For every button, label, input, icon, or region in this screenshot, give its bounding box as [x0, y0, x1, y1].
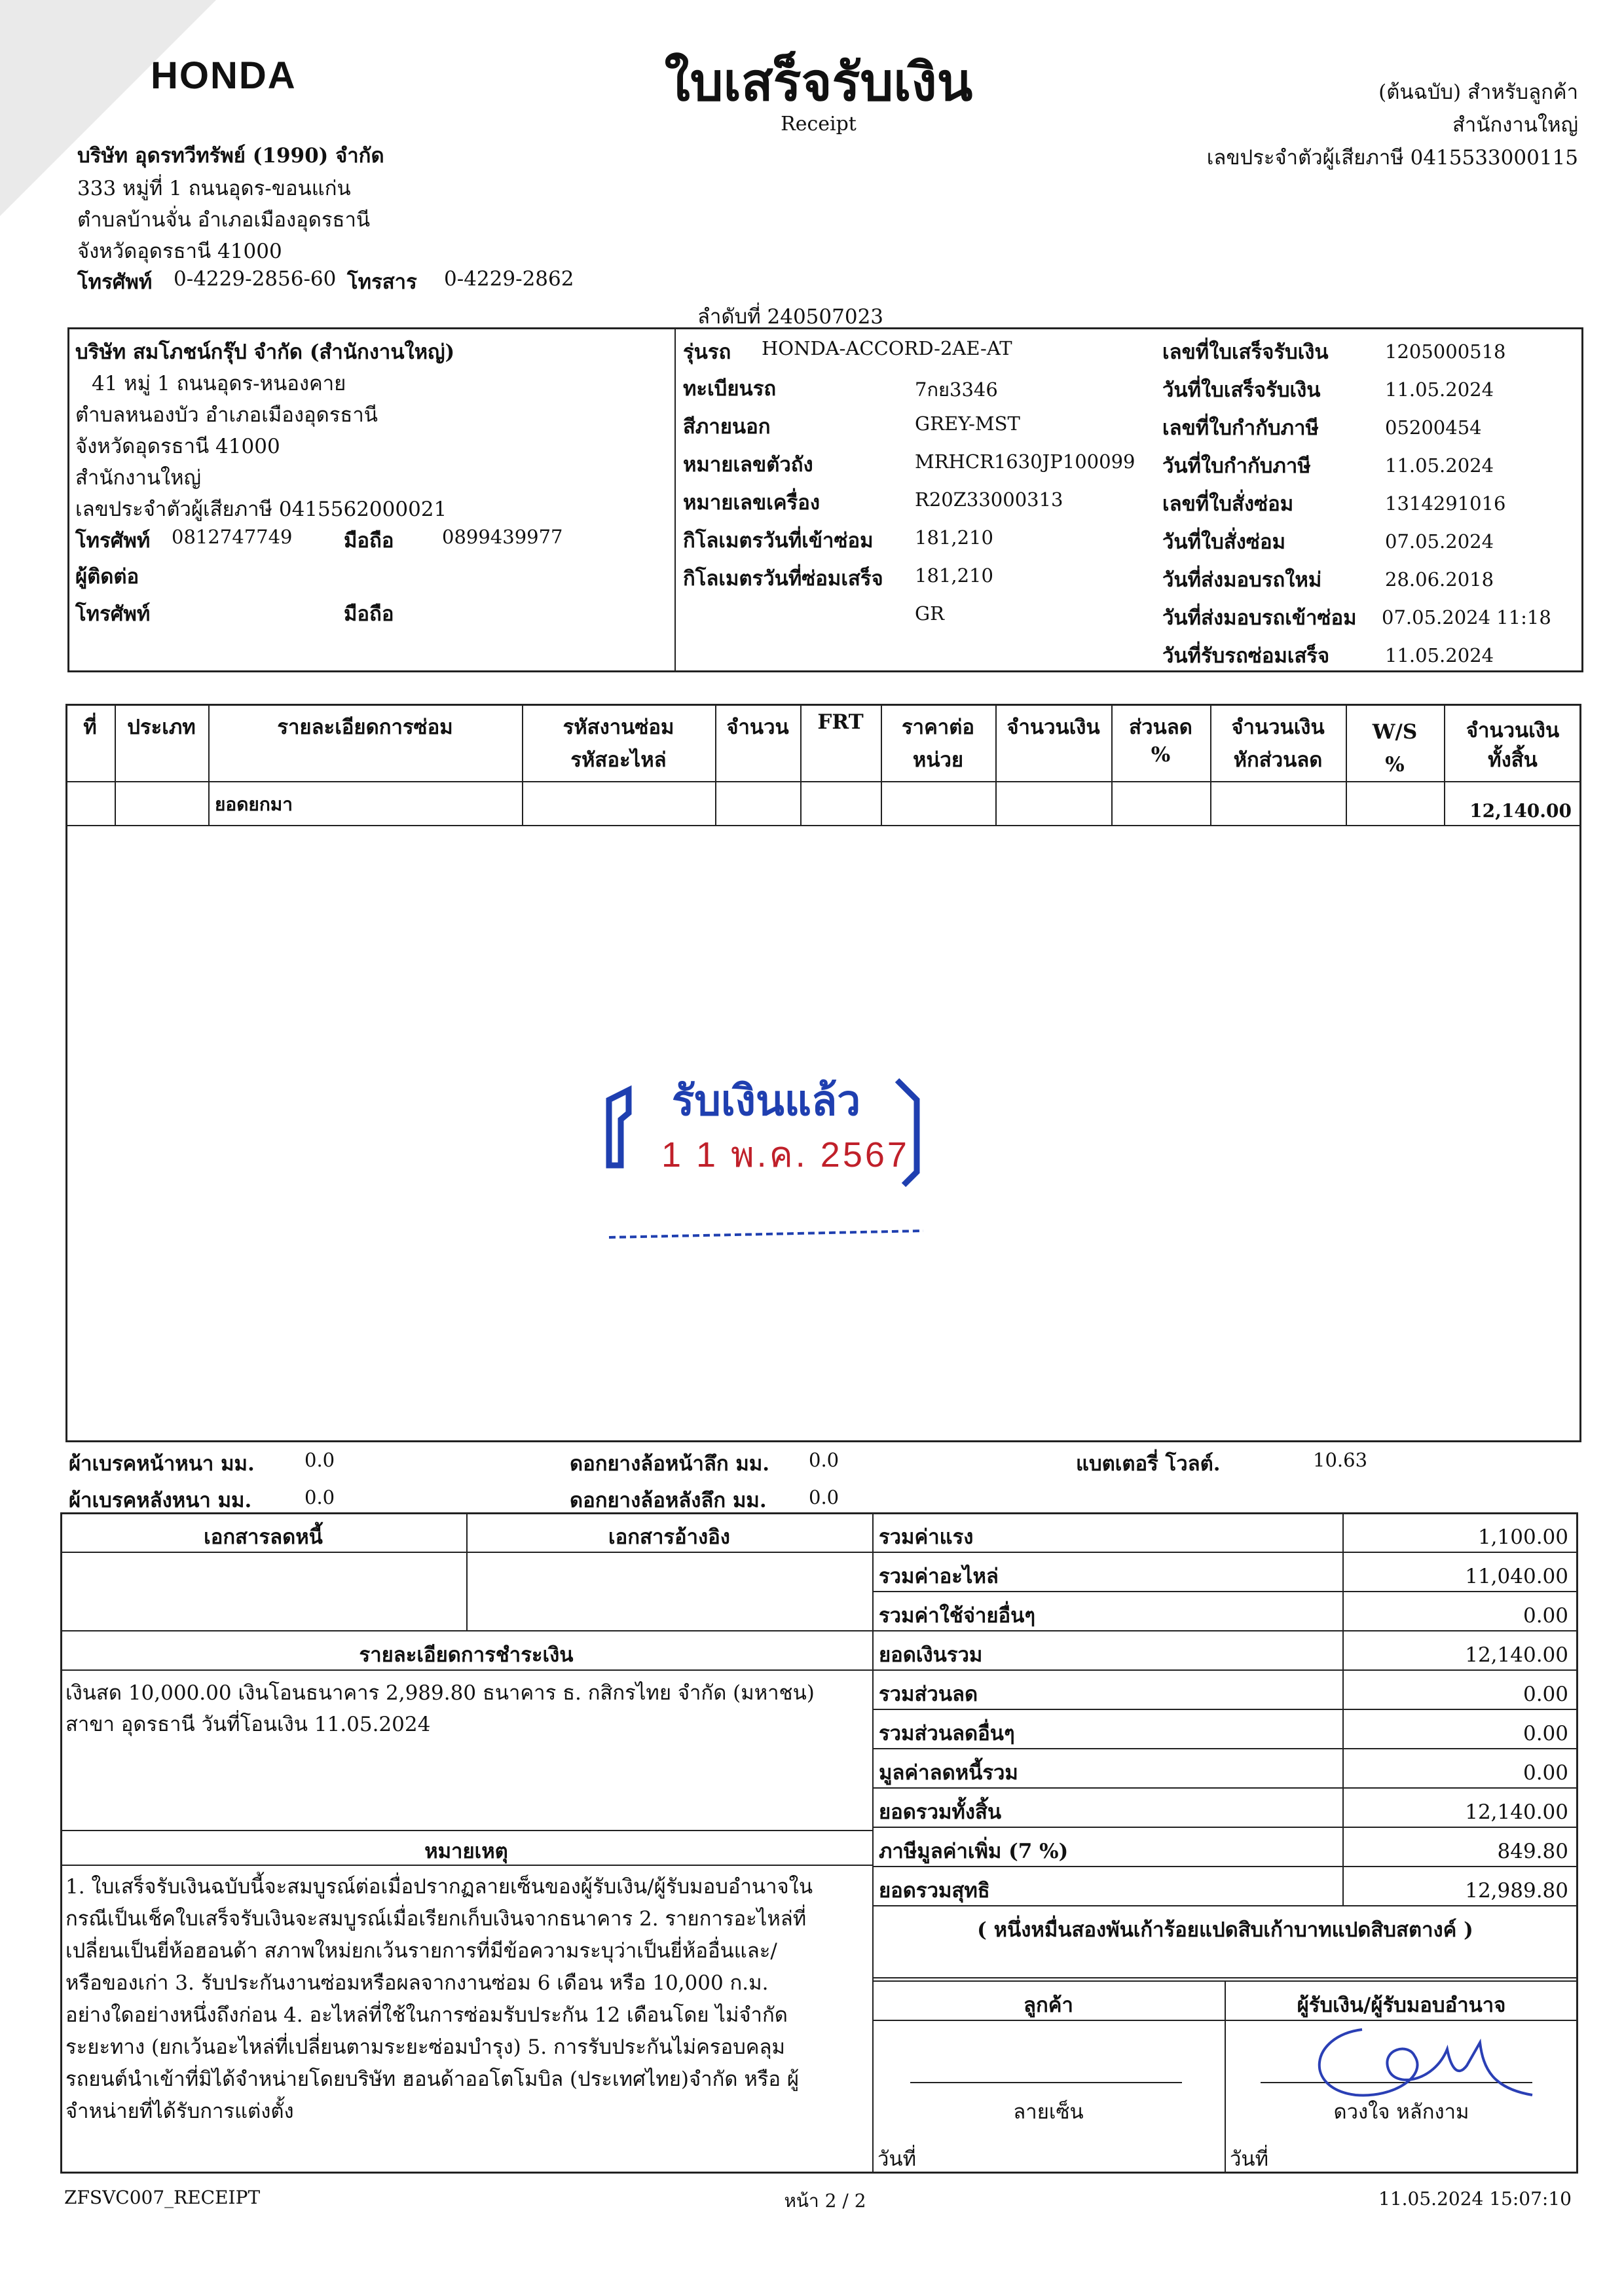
col-header-discount: ส่วนลด — [1129, 716, 1192, 739]
col-header-type: ประเภท — [127, 716, 196, 739]
taxinv-no-value: 05200454 — [1385, 416, 1482, 439]
seller-phone-label: โทรศัพท์ — [77, 270, 153, 294]
seller-address-3: จังหวัดอุดรธานี 41000 — [77, 240, 282, 263]
info-divider — [674, 327, 676, 672]
km-out-label: กิโลเมตรวันที่ซ่อมเสร็จ — [683, 567, 883, 591]
received-stamp — [589, 1041, 930, 1250]
customer-sign-label: ลายเซ็น — [1013, 2100, 1084, 2124]
other-total-label: รวมค่าใช้จ่ายอื่นๆ — [879, 1604, 1036, 1628]
rear-brake-label: ผ้าเบรคหลังหนา มม. — [69, 1489, 252, 1512]
copy-note: (ต้นฉบับ) สำหรับลูกค้า — [1378, 81, 1578, 104]
gross-total-value: 12,140.00 — [1465, 1643, 1568, 1667]
amount-in-words: ( หนึ่งหมื่นสองพันเก้าร้อยแปดสิบเก้าบาทแปดสิบสตางค์ ) — [977, 1918, 1473, 1942]
remark-text: 1. ใบเสร็จรับเงินฉบับนี้จะสมบูรณ์ต่อเมื่อปรากฏลายเซ็นของผู้รับเงิน/ผู้รับมอบอำนาจในกรณีเป็นเช็คใบเสร็จรับเงินจะสมบูรณ์เมื่อเรียกเก็บเงินจากธนาคาร 2. รายการอะไหล่ที่เปลี่ยนเป็นยี่ห้อฮอนด้า สภาพใหม่ยกเว้นรายการที่มีข้อความระบุว่าเป็นยี่ห้ออื่นและ/ หรือของเก่า 3. รับประกันงานซ่อมหรือผลจากงานซ่อม 6 เดือน หรือ 10,000 ก.ม. อย่างใดอย่างหนึ่งถึงก่อน 4. อะไหล่ที่ใช้ในการซ่อมรับประกัน 12 เดือนโดย ไม่จำกัดระยะทาง (ยกเว้นอะไหล่ที่เปลี่ยนตามระยะซ่อมบำรุง) 5. การรับประกันไม่ครอบคลุมรถยนต์นำเข้าที่มิได้จำหน่ายโดยบริษัท ฮอนด้าออโตโมบิล (ประเทศไทย)จำกัด หรือ ผู้จำหน่ายที่ได้รับการแต่งตั้ง — [65, 1875, 813, 2123]
other-discount-label: รวมส่วนลดอื่นๆ — [879, 1722, 1015, 1745]
vat-value: 849.80 — [1497, 1840, 1568, 1863]
receipt-date-value: 11.05.2024 — [1385, 378, 1494, 401]
customer-address-4: สำนักงานใหญ่ — [75, 466, 202, 490]
vehicle-extra: GR — [915, 602, 945, 625]
seller-address-2: ตำบลบ้านจั่น อำเภอเมืองอุดรธานี — [77, 208, 371, 232]
discount-total-value: 0.00 — [1522, 1683, 1568, 1706]
col-header-no: ที่ — [83, 716, 97, 739]
receiver-sign-header: ผู้รับเงิน/ผู้รับมอบอำนาจ — [1297, 1994, 1506, 2017]
order-no-label: เลขที่ใบสั่งซ่อม — [1162, 492, 1294, 516]
stamp-text: รับเงินแล้ว — [671, 1077, 861, 1124]
taxinv-date-label: วันที่ใบกำกับภาษี — [1162, 454, 1311, 478]
honda-logo: HONDA — [151, 54, 297, 97]
customer-mobile-label: มือถือ — [344, 529, 394, 553]
payment-header: รายละเอียดการชำระเงิน — [359, 1643, 574, 1667]
credit-doc-header: เอกสารลดหนี้ — [204, 1525, 323, 1549]
other-total-value: 0.00 — [1522, 1604, 1568, 1628]
page-number: หน้า 2 / 2 — [784, 2190, 866, 2212]
summary-divider — [872, 1512, 874, 2174]
customer-address-1: 41 หมู่ 1 ถนนอุดร-หนองคาย — [92, 372, 346, 395]
km-in-label: กิโลเมตรวันที่เข้าซ่อม — [683, 529, 874, 553]
service-done-value: 11.05.2024 — [1385, 644, 1494, 666]
body-no-value: MRHCR1630JP100099 — [915, 450, 1135, 473]
col-header-amount: จำนวนเงิน — [1006, 716, 1100, 739]
customer-mobile: 0899439977 — [442, 526, 563, 548]
brought-forward-total: 12,140.00 — [1469, 800, 1572, 822]
gross-total-label: ยอดเงินรวม — [879, 1643, 983, 1667]
engine-no-label: หมายเลขเครื่อง — [683, 491, 820, 515]
col-header-total-2: ทั้งสิ้น — [1488, 748, 1538, 772]
taxinv-no-label: เลขที่ใบกำกับภาษี — [1162, 416, 1319, 440]
receipt-date-label: วันที่ใบเสร็จรับเงิน — [1162, 378, 1321, 402]
parts-total-label: รวมค่าอะไหล่ — [879, 1565, 999, 1588]
order-no-value: 1314291016 — [1385, 492, 1506, 515]
front-brake-value: 0.0 — [304, 1449, 335, 1471]
color-label: สีภายนอก — [683, 415, 771, 439]
rear-brake-value: 0.0 — [304, 1486, 335, 1508]
parts-total-value: 11,040.00 — [1465, 1565, 1568, 1588]
km-out-value: 181,210 — [915, 564, 993, 587]
body-no-label: หมายเลขตัวถัง — [683, 453, 813, 477]
receiver-name: ดวงใจ หลักงาม — [1333, 2100, 1469, 2124]
front-brake-label: ผ้าเบรคหน้าหนา มม. — [69, 1452, 255, 1476]
receipt-title: ใบเสร็จรับเงิน — [664, 51, 973, 113]
customer-sign-line — [910, 2082, 1182, 2083]
brought-forward-label: ยอดยกมา — [215, 793, 293, 815]
remark-top-line — [60, 1830, 872, 1831]
net-total-label: ยอดรวมสุทธิ — [879, 1879, 990, 1903]
engine-no-value: R20Z33000313 — [915, 488, 1063, 511]
service-in-value: 07.05.2024 11:18 — [1382, 606, 1551, 629]
rear-tire-label: ดอกยางล้อหลังลึก มม. — [570, 1489, 767, 1512]
customer-address-2: ตำบลหนองบัว อำเภอเมืองอุดรธานี — [75, 403, 378, 427]
contact-label: ผู้ติดต่อ — [75, 565, 139, 589]
front-tire-label: ดอกยางล้อหน้าลึก มม. — [570, 1452, 770, 1476]
battery-label: แบตเตอรี่ โวลต์. — [1076, 1452, 1221, 1476]
seller-address-1: 333 หมู่ที่ 1 ถนนอุดร-ขอนแก่น — [77, 177, 351, 200]
stamp-date: 1 1 พ.ค. 2567 — [661, 1135, 910, 1175]
delivery-new-label: วันที่ส่งมอบรถใหม่ — [1162, 568, 1322, 592]
col-header-net: จำนวนเงิน — [1231, 716, 1325, 739]
col-header-code-2: รหัสอะไหล่ — [570, 748, 667, 772]
seller-fax: 0-4229-2862 — [444, 267, 574, 291]
remark-header: หมายเหตุ — [424, 1840, 508, 1863]
print-timestamp: 11.05.2024 15:07:10 — [1378, 2188, 1572, 2210]
sequence-number: ลำดับที่ 240507023 — [697, 305, 884, 329]
seller-phone: 0-4229-2856-60 — [174, 267, 337, 291]
seller-tax-id: เลขประจำตัวผู้เสียภาษี 0415533000115 — [1206, 146, 1578, 170]
km-in-value: 181,210 — [915, 526, 993, 549]
handwritten-signature-icon — [1283, 2003, 1545, 2108]
grand-total-value: 12,140.00 — [1465, 1800, 1568, 1824]
contact-mobile-label: มือถือ — [344, 602, 394, 626]
customer-phone-label: โทรศัพท์ — [75, 529, 151, 553]
payment-details: เงินสด 10,000.00 เงินโอนธนาคาร 2,989.80 ธนาคาร ธ. กสิกรไทย จำกัด (มหาชน) สาขา อุดรธานี วันที่โอนเงิน 11.05.2024 — [65, 1681, 815, 1736]
col-header-ws: W/S — [1372, 720, 1418, 744]
delivery-new-value: 28.06.2018 — [1385, 568, 1494, 591]
doc-bottom-line — [60, 1630, 872, 1631]
office-label: สำนักงานใหญ่ — [1452, 113, 1578, 137]
receipt-no-value: 1205000518 — [1385, 340, 1506, 363]
battery-value: 10.63 — [1313, 1449, 1368, 1471]
items-row-bottom — [65, 825, 1581, 826]
model-value: HONDA-ACCORD-2AE-AT — [762, 337, 1012, 359]
customer-tax-id: เลขประจำตัวผู้เสียภาษี 0415562000021 — [75, 498, 447, 521]
customer-address-3: จังหวัดอุดรธานี 41000 — [75, 435, 280, 458]
credit-total-label: มูลค่าลดหนี้รวม — [879, 1761, 1018, 1785]
model-label: รุ่นรถ — [683, 340, 731, 364]
col-header-total: จำนวนเงิน — [1466, 719, 1560, 742]
totals-row-line — [872, 1709, 1578, 1710]
credit-total-value: 0.00 — [1522, 1761, 1568, 1785]
order-date-value: 07.05.2024 — [1385, 530, 1494, 553]
seller-fax-label: โทรสาร — [347, 270, 417, 294]
col-header-discount-2: % — [1151, 743, 1171, 767]
grand-total-label: ยอดรวมทั้งสิ้น — [879, 1800, 1002, 1824]
col-header-frt: FRT — [817, 710, 864, 734]
color-value: GREY-MST — [915, 412, 1020, 435]
vat-label: ภาษีมูลค่าเพิ่ม (7 %) — [879, 1840, 1069, 1863]
col-header-code: รหัสงานซ่อม — [563, 716, 674, 739]
discount-total-label: รวมส่วนลด — [879, 1683, 978, 1706]
totals-row-line — [872, 1552, 1578, 1553]
labor-total-label: รวมค่าแรง — [879, 1525, 974, 1549]
contact-phone-label: โทรศัพท์ — [75, 602, 151, 626]
col-header-detail: รายละเอียดการซ่อม — [277, 716, 453, 739]
col-header-unit-price-2: หน่วย — [912, 748, 964, 772]
receipt-subtitle: Receipt — [781, 113, 857, 136]
taxinv-date-value: 11.05.2024 — [1385, 454, 1494, 477]
plate-value: 7กย3346 — [915, 378, 998, 401]
seller-name: บริษัท อุดรทวีทรัพย์ (1990) จำกัด — [77, 144, 384, 168]
col-header-ws-2: % — [1385, 753, 1405, 776]
other-discount-value: 0.00 — [1522, 1722, 1568, 1745]
col-header-unit-price: ราคาต่อ — [902, 716, 974, 739]
col-header-net-2: หักส่วนลด — [1233, 748, 1323, 772]
front-tire-value: 0.0 — [809, 1449, 840, 1471]
service-done-label: วันที่รับรถซ่อมเสร็จ — [1162, 644, 1330, 668]
col-header-qty: จำนวน — [726, 716, 789, 739]
customer-phone: 0812747749 — [172, 526, 293, 548]
form-id: ZFSVC007_RECEIPT — [64, 2187, 261, 2208]
receiver-date-label: วันที่ — [1230, 2147, 1269, 2171]
items-header-bottom — [65, 781, 1581, 782]
plate-label: ทะเบียนรถ — [683, 377, 777, 401]
receipt-no-label: เลขที่ใบเสร็จรับเงิน — [1162, 340, 1329, 364]
customer-name: บริษัท สมโภชน์กรุ๊ป จำกัด (สำนักงานใหญ่) — [75, 340, 455, 364]
labor-total-value: 1,100.00 — [1477, 1525, 1568, 1549]
rear-tire-value: 0.0 — [809, 1486, 840, 1508]
customer-date-label: วันที่ — [877, 2147, 917, 2171]
customer-sign-header: ลูกค้า — [1024, 1994, 1073, 2017]
amount-words-line — [872, 1977, 1578, 1978]
service-in-label: วันที่ส่งมอบรถเข้าซ่อม — [1162, 606, 1357, 630]
net-total-value: 12,989.80 — [1465, 1879, 1568, 1903]
order-date-label: วันที่ใบสั่งซ่อม — [1162, 530, 1285, 554]
ref-doc-header: เอกสารอ้างอิง — [608, 1525, 730, 1549]
